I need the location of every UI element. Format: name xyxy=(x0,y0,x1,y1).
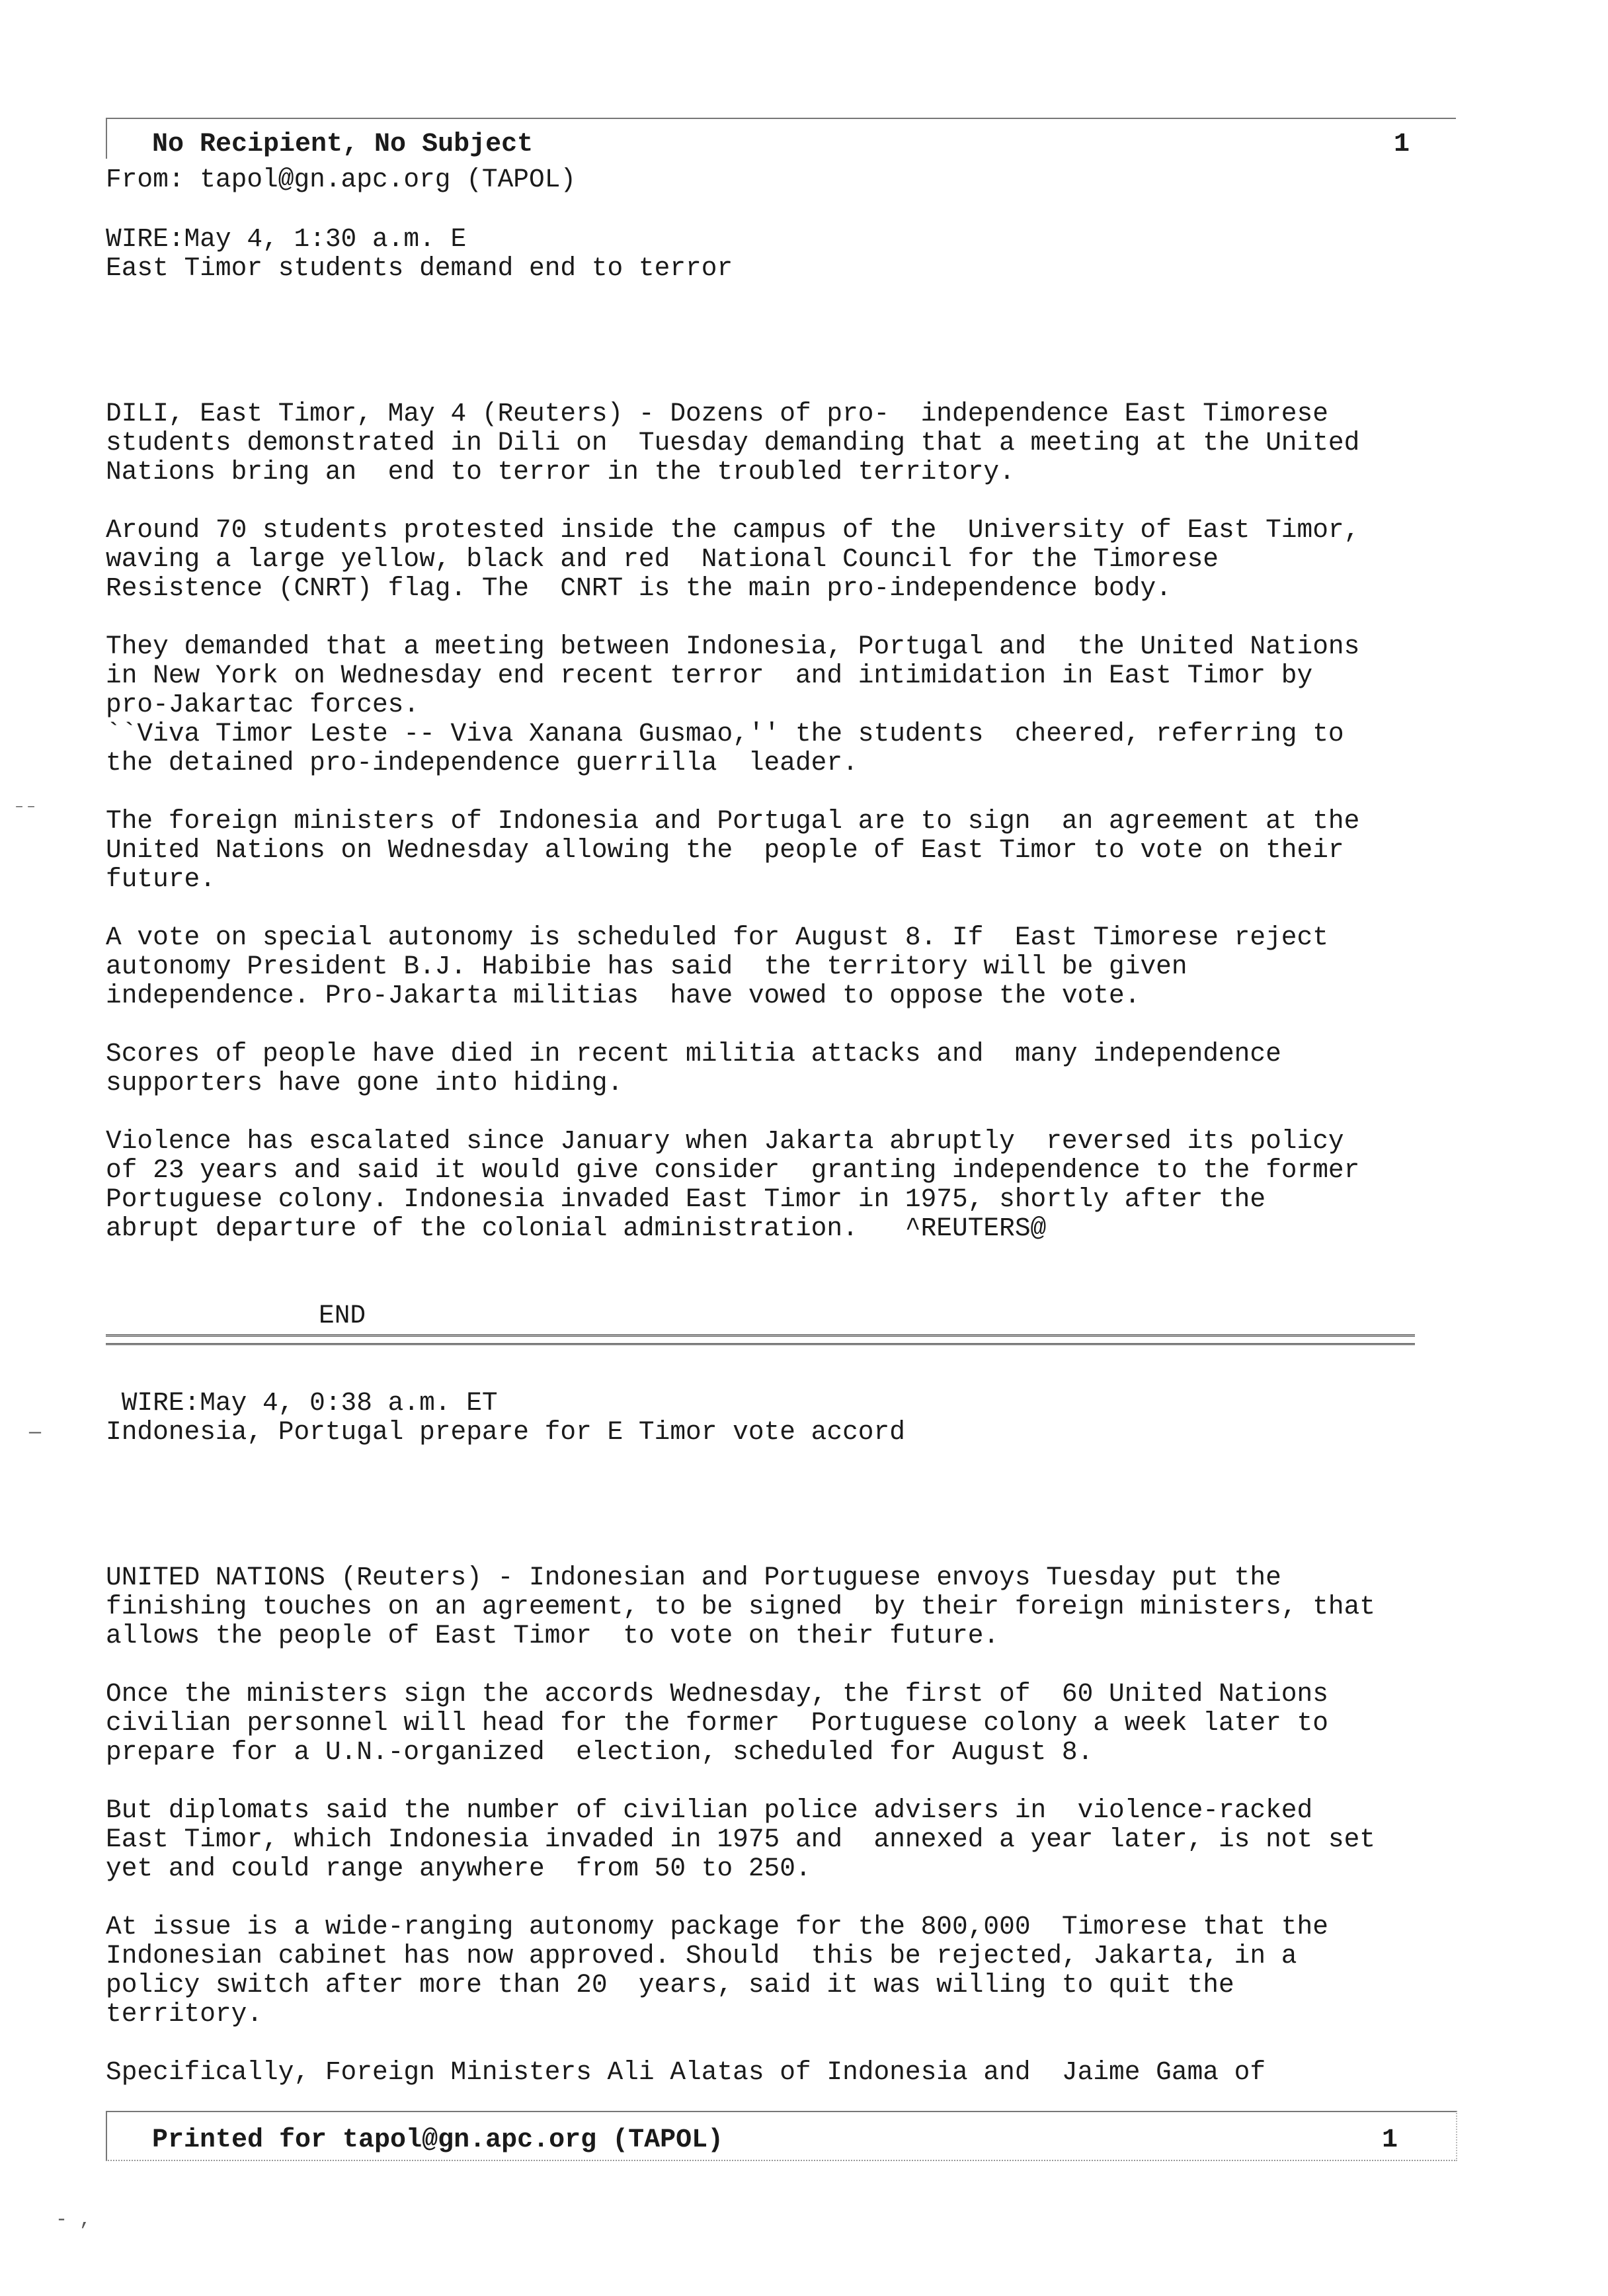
story2-headline: Indonesia, Portugal prepare for E Timor vote accord xyxy=(106,1417,905,1447)
story2-paragraph-2: Once the ministers sign the accords Wednesday, the first of 60 United Nations civilian personnel will head for the former Portuguese colony a week later to prepare for a U.N.-organized election, scheduled for August 8. xyxy=(106,1679,1328,1767)
story1-wire: WIRE:May 4, 1:30 a.m. E xyxy=(106,224,467,254)
page-header xyxy=(106,118,1456,159)
story1-paragraph-4: The foreign ministers of Indonesia and Portugal are to sign an agreement at the United Nations on Wednesday allowing the people of East Timor to vote on their future. xyxy=(106,806,1360,894)
story2-paragraph-4: At issue is a wide-ranging autonomy package for the 800,000 Timorese that the Indonesian cabinet has now approved. Should this be rejected, Jakarta, in a policy switch after more than 20 years, said it was willing to quit the territory. xyxy=(106,1912,1328,2029)
scan-mark: - , xyxy=(56,2209,92,2231)
story2-paragraph-1: UNITED NATIONS (Reuters) - Indonesian and Portuguese envoys Tuesday put the finishing touches on an agreement, to be signed by their foreign ministers, that allows the people of East Timor to vote on their future. xyxy=(106,1563,1376,1651)
story2-paragraph-5: Specifically, Foreign Ministers Ali Alatas of Indonesia and Jaime Gama of xyxy=(106,2057,1266,2087)
page-footer xyxy=(106,2111,1457,2161)
footer-page-number: 1 xyxy=(1381,2125,1398,2155)
story1-paragraph-6: Scores of people have died in recent militia attacks and many independence supporters have gone into hiding. xyxy=(106,1039,1281,1098)
story1-paragraph-2: Around 70 students protested inside the campus of the University of East Timor, waving a large yellow, black and red National Council for the Timorese Resistence (CNRT) flag. The CNRT is the main pro-independence body. xyxy=(106,515,1360,603)
story1-paragraph-3: They demanded that a meeting between Indonesia, Portugal and the United Nations in New York on Wednesday end recent terror and intimidation in East Timor by pro-Jakartac forces. ``Viva Timor Leste -- Viva Xanana Gusmao,'' the students cheered, referring to the detained pro-independence guerrilla leader. xyxy=(106,632,1360,778)
story1-headline: East Timor students demand end to terror xyxy=(106,253,733,283)
scan-mark: ⁻⁻ xyxy=(13,801,38,823)
scan-mark: — xyxy=(29,1422,42,1444)
from-line: From: tapol@gn.apc.org (TAPOL) xyxy=(106,165,577,194)
story1-end: END xyxy=(319,1301,366,1331)
story1-paragraph-1: DILI, East Timor, May 4 (Reuters) - Dozens of pro- independence East Timorese students demonstrated in Dili on Tuesday demanding that a meeting at the United Nations bring an end to terror in the troubled territory. xyxy=(106,399,1360,487)
header-page-number: 1 xyxy=(1393,130,1410,159)
story2-paragraph-3: But diplomats said the number of civilian police advisers in violence-racked East Timor, which Indonesia invaded in 1975 and annexed a year later, is not set yet and could range anywhere from 50 to 250. xyxy=(106,1795,1376,1883)
footer-title: Printed for tapol@gn.apc.org (TAPOL) xyxy=(152,2125,724,2155)
story1-paragraph-5: A vote on special autonomy is scheduled for August 8. If East Timorese reject autonomy President B.J. Habibie has said the territory will be given independence. Pro-Jakarta militias have vowed to oppose the vote. xyxy=(106,922,1328,1010)
header-title: No Recipient, No Subject xyxy=(152,130,534,159)
story2-wire: WIRE:May 4, 0:38 a.m. ET xyxy=(106,1388,498,1418)
story1-paragraph-7: Violence has escalated since January when Jakarta abruptly reversed its policy of 23 years and said it would give consider granting independence to the former Portuguese colony. Indonesia invaded East Timor in 1975, shortly after the abrupt departure of the colonial administration. ^REUTERS@ xyxy=(106,1126,1360,1243)
section-separator xyxy=(106,1334,1415,1345)
